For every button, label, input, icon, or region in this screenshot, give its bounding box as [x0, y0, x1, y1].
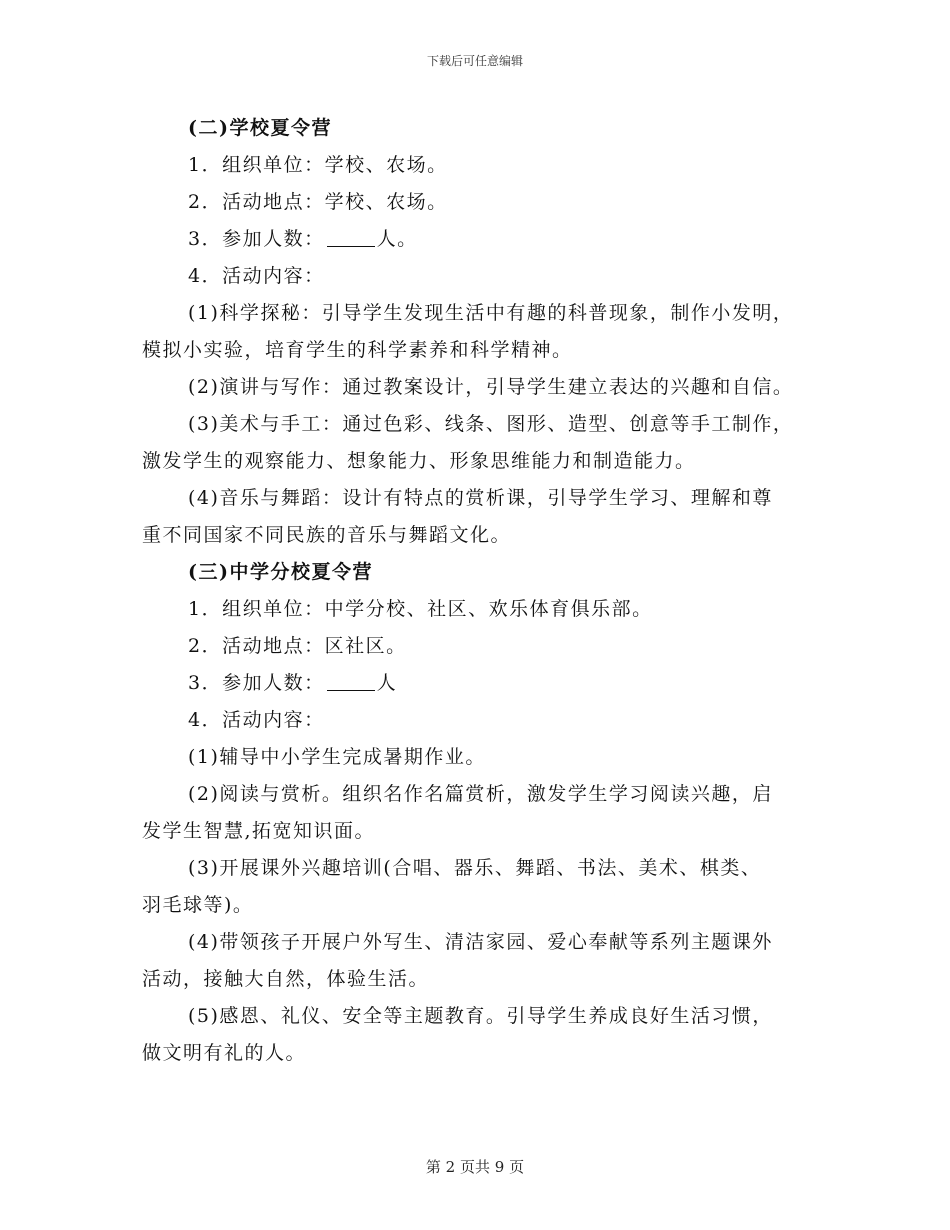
blank-underline [327, 670, 375, 691]
paragraph-line: 活动，接触大自然，体验生活。 [142, 968, 430, 990]
blank-underline [327, 226, 375, 247]
paragraph-line: (1)辅导中小学生完成暑期作业。 [188, 746, 486, 768]
list-item: 4．活动内容： [188, 265, 325, 287]
paragraph-line: (3)美术与手工：通过色彩、线条、图形、造型、创意等手工制作， [188, 413, 794, 435]
paragraph-line: (1)科学探秘：引导学生发现生活中有趣的科普现象，制作小发明， [188, 302, 794, 324]
list-item: 2．活动地点：区社区。 [188, 635, 407, 657]
item-prefix: 3．参加人数： [188, 228, 325, 250]
list-item: 1．组织单位：中学分校、社区、欢乐体育俱乐部。 [188, 598, 653, 620]
item-suffix: 人。 [376, 228, 418, 250]
list-item: 4．活动内容： [188, 709, 325, 731]
section-heading: (三)中学分校夏令营 [188, 561, 373, 583]
paragraph-line: (4)音乐与舞蹈：设计有特点的赏析课，引导学生学习、理解和尊 [188, 487, 773, 509]
list-item [142, 665, 827, 702]
page-footer: 第 2 页共 9 页 [425, 1158, 525, 1176]
paragraph-line: 重不同国家不同民族的音乐与舞蹈文化。 [142, 524, 512, 546]
section-heading: (二)学校夏令营 [188, 117, 332, 139]
paragraph-line: 羽毛球等)。 [142, 894, 254, 916]
list-item [142, 221, 827, 258]
paragraph-line: 模拟小实验，培育学生的科学素养和科学精神。 [142, 339, 573, 361]
paragraph-line: (4)带领孩子开展户外写生、清洁家园、爱心奉献等系列主题课外 [188, 931, 773, 953]
paragraph-line: 发学生智慧,拓宽知识面。 [142, 820, 376, 842]
paragraph-line: 做文明有礼的人。 [142, 1042, 307, 1064]
paragraph-line: 激发学生的观察能力、想象能力、形象思维能力和制造能力。 [142, 450, 696, 472]
paragraph-line: (2)阅读与赏析。组织名作名篇赏析，激发学生学习阅读兴趣，启 [188, 783, 773, 805]
document-body [142, 110, 827, 1072]
list-item: 1．组织单位：学校、农场。 [188, 154, 448, 176]
paragraph-line: (3)开展课外兴趣培训(合唱、器乐、舞蹈、书法、美术、棋类、 [188, 857, 762, 879]
item-suffix: 人 [376, 672, 398, 694]
paragraph-line: (5)感恩、礼仪、安全等主题教育。引导学生养成良好生活习惯， [188, 1005, 773, 1027]
page-header: 下载后可任意编辑 [426, 54, 523, 68]
list-item: 2．活动地点：学校、农场。 [188, 191, 448, 213]
item-prefix: 3．参加人数： [188, 672, 325, 694]
paragraph-line: (2)演讲与写作：通过教案设计，引导学生建立表达的兴趣和自信。 [188, 376, 794, 398]
